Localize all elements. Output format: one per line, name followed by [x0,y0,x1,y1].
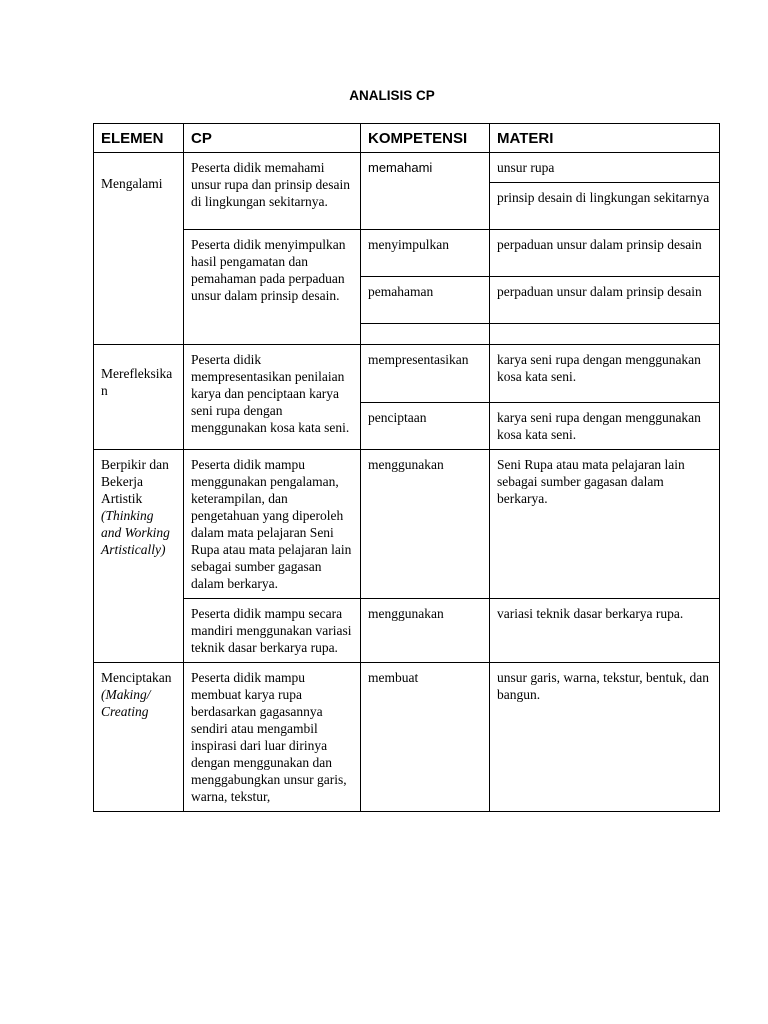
kompetensi-cell: memahami [361,153,490,230]
page-title: ANALISIS CP [349,88,435,103]
cp-cell: Peserta didik mampu membuat karya rupa berdasarkan gagasannya sendiri atau mengambil inspirasi dari luar dirinya dengan menggunakan dan menggabungkan unsur garis, warna, tekstur, [184,663,361,812]
materi-cell: variasi teknik dasar berkarya rupa. [490,599,720,663]
header-materi: MATERI [490,124,720,153]
table-row [94,663,720,812]
materi-cell: unsur garis, warna, tekstur, bentuk, dan bangun. [490,663,720,812]
table-row [94,345,720,403]
kompetensi-cell: pemahaman [361,277,490,324]
cp-cell: Peserta didik mempresentasikan penilaian karya dan penciptaan karya seni rupa dengan menggunakan kosa kata seni. [184,345,361,450]
header-kompetensi: KOMPETENSI [361,124,490,153]
materi-cell: karya seni rupa dengan menggunakan kosa kata seni. [490,403,720,450]
header-elemen: ELEMEN [94,124,184,153]
header-row [94,124,720,153]
materi-cell: prinsip desain di lingkungan sekitarnya [490,183,720,230]
kompetensi-cell: menggunakan [361,450,490,599]
materi-cell: karya seni rupa dengan menggunakan kosa kata seni. [490,345,720,403]
header-cp: CP [184,124,361,153]
materi-cell: perpaduan unsur dalam prinsip desain [490,230,720,277]
elemen-merefleksikan: Merefleksikan [94,345,184,450]
elemen-berpikir [94,450,184,663]
kompetensi-cell: penciptaan [361,403,490,450]
cp-cell: Peserta didik mampu secara mandiri menggunakan variasi teknik dasar berkarya rupa. [184,599,361,663]
materi-cell: unsur rupa [490,153,720,183]
elemen-label: Menciptakan [101,670,172,685]
elemen-mengalami: Mengalami [94,153,184,345]
kompetensi-cell: mempresentasikan [361,345,490,403]
cp-cell: Peserta didik memahami unsur rupa dan prinsip desain di lingkungan sekitarnya. [184,153,361,230]
elemen-english-label: (Making/ Creating [101,687,151,719]
elemen-label: Berpikir dan Bekerja Artistik [101,457,169,506]
kompetensi-cell: menyimpulkan [361,230,490,277]
table-row [94,230,720,277]
elemen-menciptakan [94,663,184,812]
analisis-cp-table [93,123,720,812]
cp-cell: Peserta didik menyimpulkan hasil pengamatan dan pemahaman pada perpaduan unsur dalam prinsip desain. [184,230,361,345]
cp-cell: Peserta didik mampu menggunakan pengalaman, keterampilan, dan pengetahuan yang diperoleh dalam mata pelajaran Seni Rupa atau mata pelajaran lain sebagai sumber gagasan dalam berkarya. [184,450,361,599]
materi-cell: Seni Rupa atau mata pelajaran lain sebagai sumber gagasan dalam berkarya. [490,450,720,599]
kompetensi-cell: membuat [361,663,490,812]
table-row [94,153,720,183]
elemen-english-label: (Thinking and Working Artistically) [101,508,170,557]
kompetensi-cell: menggunakan [361,599,490,663]
table-row [94,599,720,663]
table-row [94,450,720,599]
materi-cell: perpaduan unsur dalam prinsip desain [490,277,720,324]
